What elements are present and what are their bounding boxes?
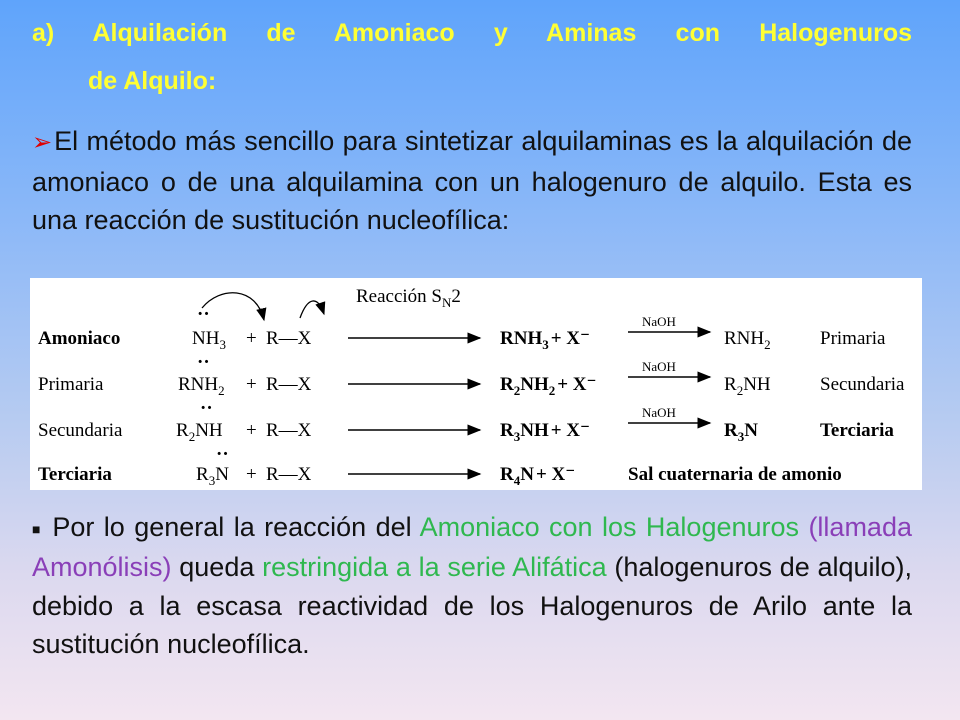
product-quaternary: $R_4N + X^-$ [500,464,576,488]
intro-paragraph [32,122,912,240]
nucleophile-rnh2: $RNH_2$ [178,374,225,398]
alkyl-halide: R—X [266,464,312,485]
lone-pair-dots: ·· [197,352,210,373]
naoh-label: NaOH [642,405,676,420]
nucleophile-r3n: $R_3N$ [196,464,229,488]
intro-text: El método más sencillo para sintetizar alquilaminas es la alquilación de amoniaco o de una alquilamina con un halogenuro de alquilo. Esta es una reacción de sustitución nucleofílica: [32,126,912,235]
alkyl-halide: R—X [266,328,312,349]
note-text: Por lo general la reacción del [52,512,420,542]
final-amine: $R_3N$ [724,420,758,444]
nucleophile-nh3: $NH_3$ [192,328,226,352]
lone-pair-dots: ·· [216,444,229,465]
product-ammonium: $RNH_3 + X^-$ [500,328,591,352]
reaction-scheme [30,278,922,490]
note-highlight-green: restringida a la serie Alifática [262,552,607,583]
quaternary-salt-label: Sal cuaternaria de amonio [628,464,842,485]
alkyl-halide: R—X [266,374,312,395]
product-ammonium: $R_2NH_2 + X^-$ [500,374,597,398]
row-label-terciaria: Terciaria [38,464,112,485]
row-label-amoniaco: Amoniaco [38,328,121,349]
reaction-title: Reacción $S_N2$ [356,286,461,310]
curved-arrow-attack [202,293,264,320]
section-heading [32,16,912,50]
note-paragraph [32,508,912,664]
note-highlight-green: Amoniaco con los Halogenuros [419,512,800,542]
plus-sign: + [246,374,257,395]
note-text: (halogenuros de alquilo), debido a la escasa reactividad de los Halogenuros de Arilo ante la sustitución nucleofílica. [32,552,913,660]
curved-arrow-leaving [300,301,324,318]
heading-line-2: de Alquilo: [88,67,217,95]
final-amine: $R_2NH$ [724,374,771,398]
product-ammonium: $R_3NH + X^-$ [500,420,591,444]
reaction-scheme-svg [30,278,922,490]
alkyl-halide: R—X [266,420,312,441]
row-label-primaria: Primaria [38,374,104,395]
plus-sign: + [246,328,257,349]
arrow-right-bullet-icon: ➢ [32,129,53,156]
lone-pair-dots: ·· [200,398,213,419]
nucleophile-r2nh: $R_2NH$ [176,420,223,444]
amine-class: Primaria [820,328,886,349]
plus-sign: + [246,420,257,441]
plus-sign: + [246,464,257,485]
final-amine: $RNH_2$ [724,328,771,352]
note-text: queda [171,552,263,583]
row-label-secundaria: Secundaria [38,420,123,441]
naoh-label: NaOH [642,359,676,374]
amine-class: Secundaria [820,374,905,395]
note-highlight-purple: (llamada Amonólisis) [32,512,912,583]
lone-pair-dots: ·· [197,304,210,325]
naoh-label: NaOH [642,314,676,329]
square-bullet-icon: ■ [32,520,43,537]
heading-line-1: a) Alquilación de Amoniaco y Aminas con Halogenuros [32,19,912,47]
amine-class: Terciaria [820,420,894,441]
